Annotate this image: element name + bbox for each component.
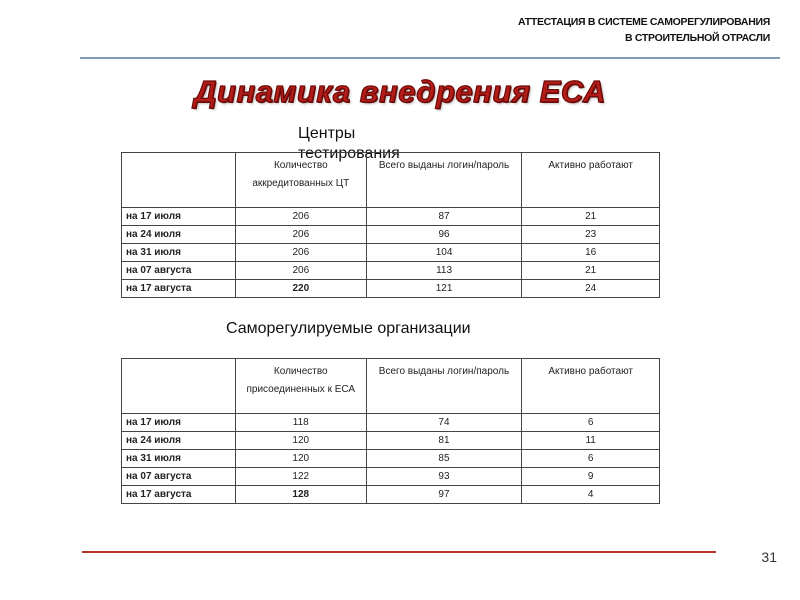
cell-value: 220: [235, 280, 366, 298]
cell-value: 121: [366, 280, 522, 298]
table-row: [122, 414, 660, 432]
cell-value: 4: [522, 486, 660, 504]
page-number: 31: [761, 549, 777, 565]
row-date: на 17 августа: [122, 486, 236, 504]
cell-value: 87: [366, 208, 522, 226]
cell-value: 97: [366, 486, 522, 504]
table-header-cell: Всего выданы логин/пароль: [366, 359, 522, 414]
cell-value: 118: [235, 414, 366, 432]
table-row: [122, 486, 660, 504]
header-line-1: АТТЕСТАЦИЯ В СИСТЕМЕ САМОРЕГУЛИРОВАНИЯ: [517, 16, 770, 28]
table-header-cell: Количество аккредитованных ЦТ: [235, 153, 366, 208]
cell-value: 74: [366, 414, 522, 432]
cell-value: 16: [522, 244, 660, 262]
table-row: [122, 432, 660, 450]
cell-value: 122: [235, 468, 366, 486]
cell-value: 21: [522, 262, 660, 280]
header-caption: [518, 14, 770, 46]
testing-centers-table: [121, 152, 660, 298]
row-date: на 31 июля: [122, 244, 236, 262]
cell-value: 120: [235, 432, 366, 450]
cell-value: 128: [235, 486, 366, 504]
table-header-cell: Активно работают: [522, 359, 660, 414]
row-date: на 17 августа: [122, 280, 236, 298]
cell-value: 206: [235, 262, 366, 280]
header-divider: [80, 57, 780, 59]
slide-title: Динамика внедрения ЕСА: [194, 74, 606, 109]
table2-title: Саморегулируемые организации: [226, 320, 471, 337]
header-line-2: В СТРОИТЕЛЬНОЙ ОТРАСЛИ: [625, 32, 770, 44]
sro-table: [121, 358, 660, 504]
cell-value: 206: [235, 208, 366, 226]
cell-value: 21: [522, 208, 660, 226]
cell-value: 81: [366, 432, 522, 450]
footer-divider: [82, 551, 716, 553]
row-date: на 31 июля: [122, 450, 236, 468]
cell-value: 9: [522, 468, 660, 486]
cell-value: 23: [522, 226, 660, 244]
table-row: [122, 244, 660, 262]
table-header-row: [122, 359, 660, 414]
table-header-cell: Количество присоединенных к ЕСА: [235, 359, 366, 414]
table-row: [122, 468, 660, 486]
row-date: на 24 июля: [122, 226, 236, 244]
table-row: [122, 208, 660, 226]
table-header-cell: [122, 359, 236, 414]
cell-value: 85: [366, 450, 522, 468]
cell-value: 120: [235, 450, 366, 468]
row-date: на 07 августа: [122, 468, 236, 486]
row-date: на 17 июля: [122, 414, 236, 432]
cell-value: 6: [522, 450, 660, 468]
cell-value: 96: [366, 226, 522, 244]
table-row: [122, 280, 660, 298]
table-header-row: [122, 153, 660, 208]
row-date: на 17 июля: [122, 208, 236, 226]
table-row: [122, 450, 660, 468]
cell-value: 93: [366, 468, 522, 486]
cell-value: 113: [366, 262, 522, 280]
table-header-cell: Всего выданы логин/пароль: [366, 153, 522, 208]
table-header-cell: [122, 153, 236, 208]
table-row: [122, 262, 660, 280]
cell-value: 11: [522, 432, 660, 450]
table-header-cell: Активно работают: [522, 153, 660, 208]
row-date: на 24 июля: [122, 432, 236, 450]
table-row: [122, 226, 660, 244]
cell-value: 6: [522, 414, 660, 432]
row-date: на 07 августа: [122, 262, 236, 280]
cell-value: 24: [522, 280, 660, 298]
cell-value: 206: [235, 226, 366, 244]
cell-value: 104: [366, 244, 522, 262]
table1-title: Центры тестирования: [298, 125, 400, 162]
cell-value: 206: [235, 244, 366, 262]
